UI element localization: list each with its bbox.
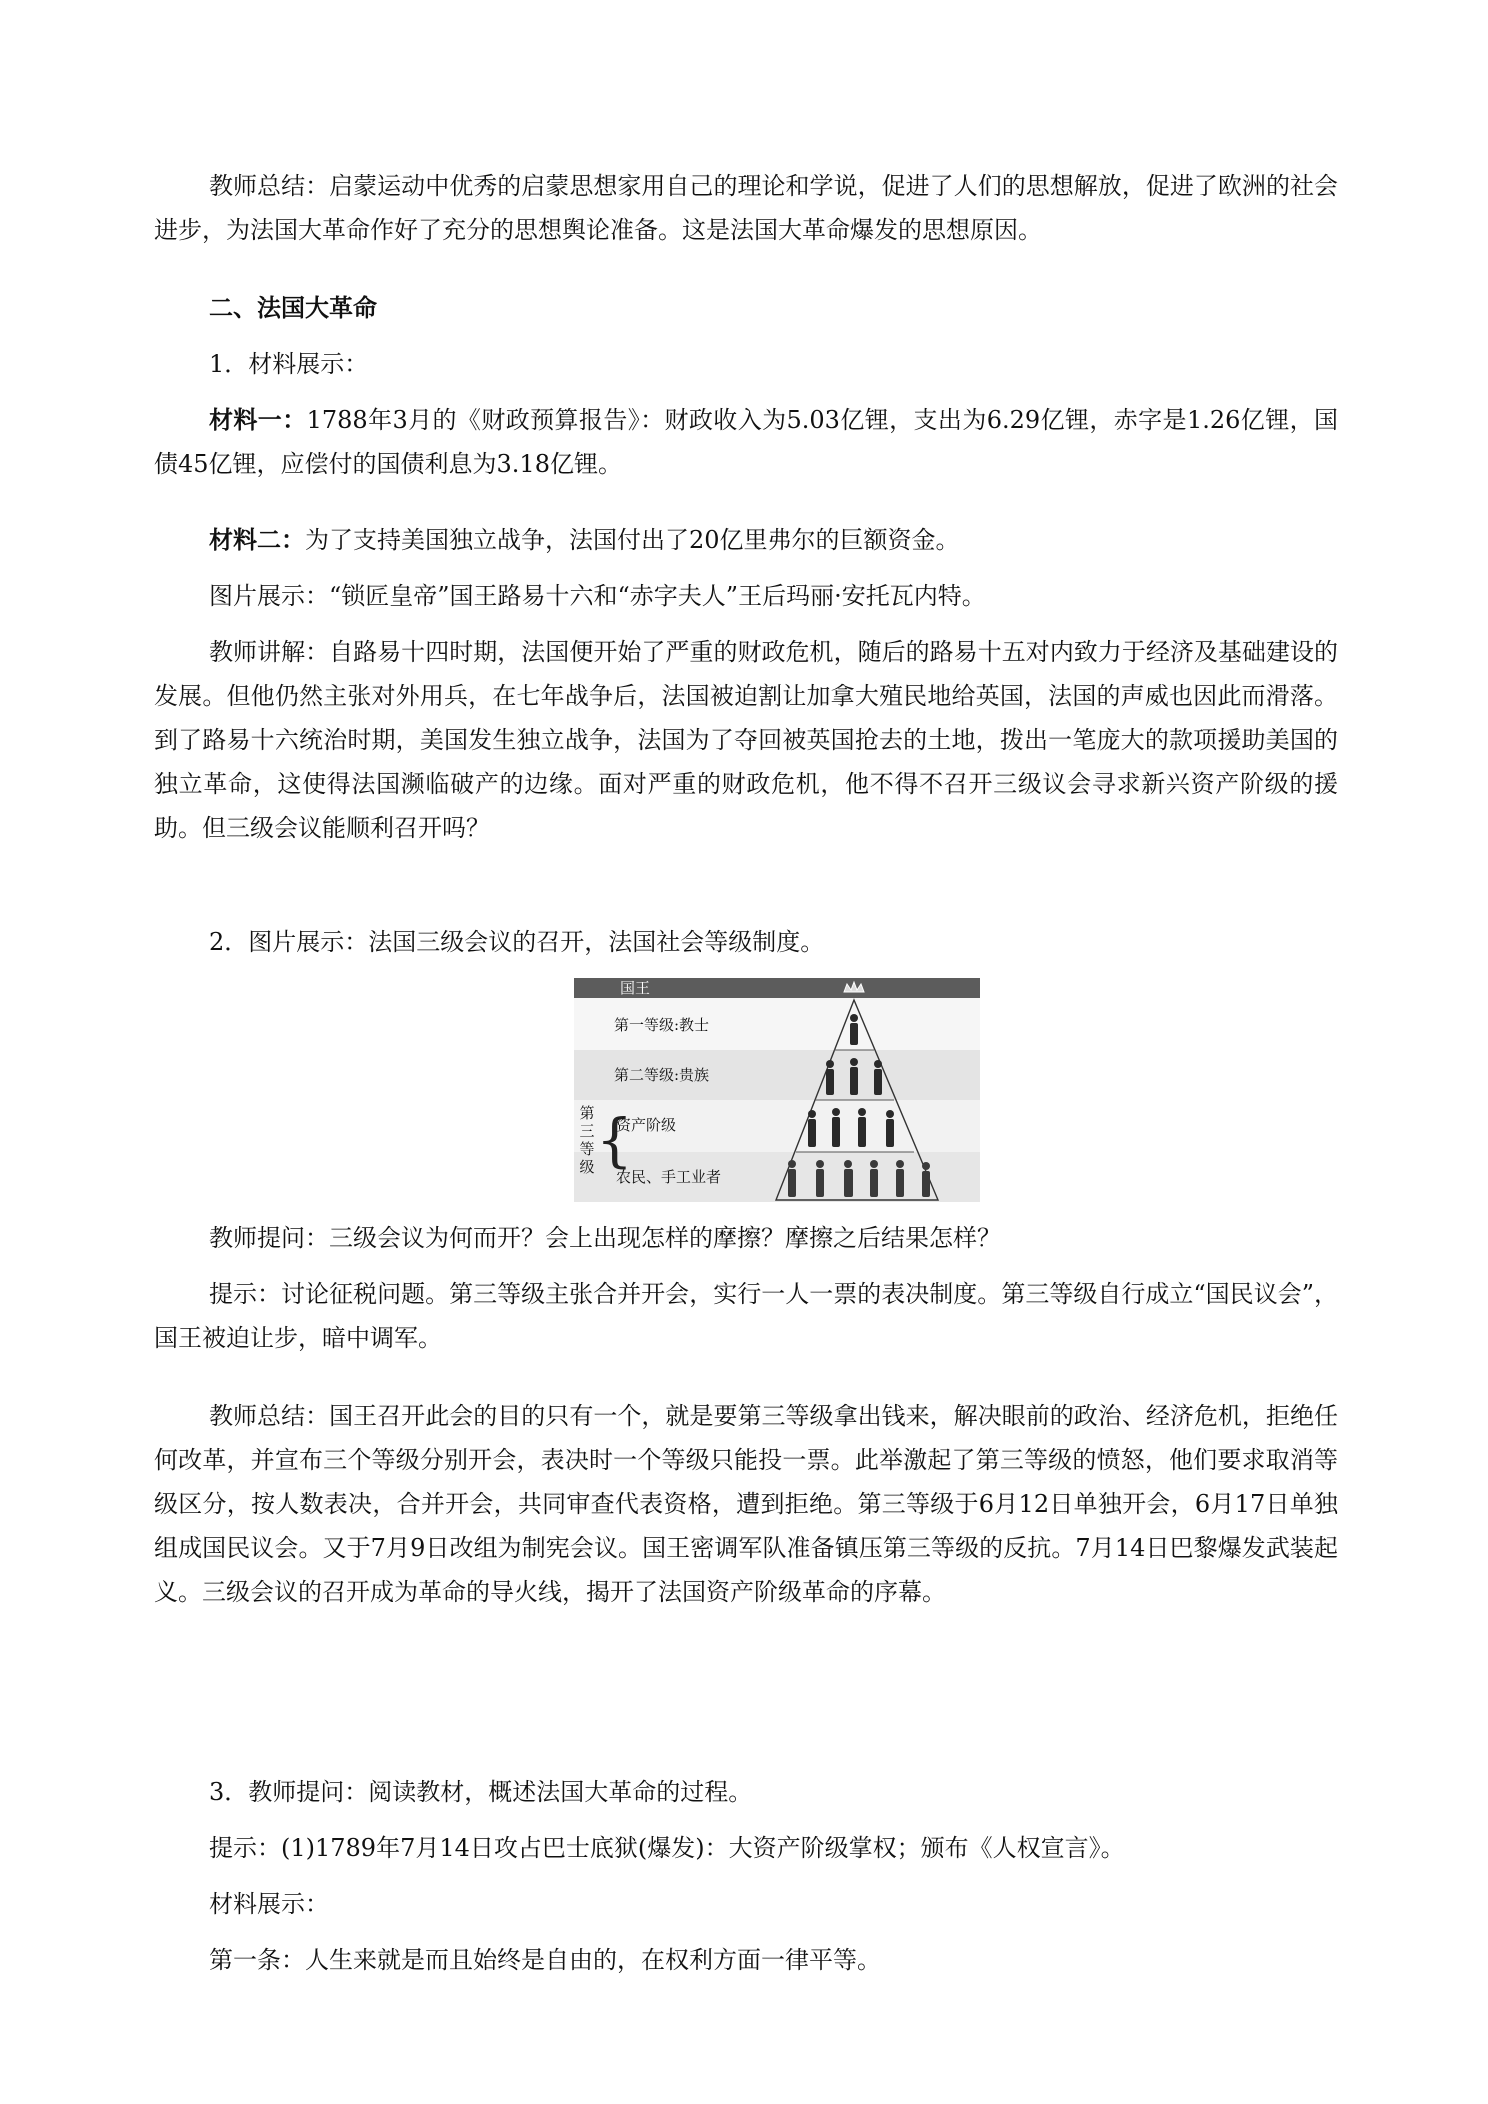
paragraph-material-display-2: 材料展示： — [209, 1890, 329, 1918]
crown-icon — [844, 982, 864, 992]
label-third-estate-vertical: 第三等级 — [579, 1104, 595, 1176]
paragraph-material-two — [154, 518, 1338, 562]
paragraph-material-one — [154, 398, 1338, 486]
nobility-figures — [826, 1058, 882, 1095]
label-second-estate: 第二等级:贵族 — [614, 1066, 710, 1084]
paragraph-teacher-summary-enlightenment: 教师总结：启蒙运动中优秀的启蒙思想家用自己的理论和学说，促进了人们的思想解放，促进了欧洲的社会进步，为法国大革命作好了充分的思想舆论准备。这是法国大革命爆发的思想原因。 — [154, 172, 1338, 244]
paragraph-teacher-question-process: 3．教师提问：阅读教材，概述法国大革命的过程。 — [209, 1778, 753, 1806]
social-estates-pyramid-figure — [574, 978, 980, 1202]
figure-header-king: 国王 — [620, 979, 651, 997]
label-bourgeoisie: 资产阶级 — [616, 1116, 677, 1134]
paragraph-picture-display-2: 2．图片展示：法国三级会议的召开，法国社会等级制度。 — [209, 928, 825, 956]
paragraph-picture-display: 图片展示：“锁匠皇帝”国王路易十六和“赤字夫人”王后玛丽·安托瓦内特。 — [209, 582, 986, 610]
paragraph-article-one: 第一条：人生来就是而且始终是自由的，在权利方面一律平等。 — [209, 1946, 881, 1974]
brace-icon: { — [596, 1106, 633, 1174]
paragraph-hint-taxation: 提示：讨论征税问题。第三等级主张合并开会，实行一人一票的表决制度。第三等级自行成立“国民议会”，国王被迫让步，暗中调军。 — [154, 1280, 1338, 1352]
peasant-figures — [788, 1160, 930, 1197]
section-heading-french-revolution: 二、法国大革命 — [209, 293, 377, 322]
paragraph-teacher-explanation: 教师讲解：自路易十四时期，法国便开始了严重的财政危机，随后的路易十五对内致力于经济及基础建设的发展。但他仍然主张对外用兵，在七年战争后，法国被迫割让加拿大殖民地给英国，法国的声威也因此而滑落。到了路易十六统治时期，美国发生独立战争，法国为了夺回被英国抢去的土地，拨出一笔庞大的款项援助美国的独立革命，这使得法国濒临破产的边缘。面对严重的财政危机，他不得不召开三级议会寻求新兴资产阶级的援助。但三级会议能顺利召开吗？ — [154, 638, 1338, 842]
material-two-label: 材料二： — [209, 525, 305, 554]
clergy-figures — [850, 1014, 858, 1045]
paragraph-material-display-1: 1．材料展示： — [209, 350, 369, 378]
paragraph-teacher-summary-estates: 教师总结：国王召开此会的目的只有一个，就是要第三等级拿出钱来，解决眼前的政治、经济危机，拒绝任何改革，并宣布三个等级分别开会，表决时一个等级只能投一票。此举激起了第三等级的愤怒，他们要求取消等级区分，按人数表决，合并开会，共同审查代表资格，遭到拒绝。第三等级于6月12日单独开会，6月17日单独组成国民议会。又于7月9日改组为制宪会议。国王密调军队准备镇压第三等级的反抗。7月14日巴黎爆发武装起义。三级会议的召开成为革命的导火线，揭开了法国资产阶级革命的序幕。 — [154, 1402, 1338, 1606]
paragraph-hint-bastille: 提示：(1)1789年7月14日攻占巴士底狱(爆发)：大资产阶级掌权；颁布《人权宣言》。 — [209, 1834, 1125, 1862]
label-peasants-artisans: 农民、手工业者 — [616, 1168, 722, 1186]
label-first-estate: 第一等级:教士 — [614, 1016, 710, 1034]
bourgeoisie-figures — [808, 1108, 894, 1147]
material-one-label: 材料一： — [209, 405, 307, 434]
material-one-text: 1788年3月的《财政预算报告》：财政收入为5.03亿锂，支出为6.29亿锂，赤字是1.26亿锂，国债45亿锂，应偿付的国债利息为3.18亿锂。 — [154, 406, 1338, 478]
material-two-text: 为了支持美国独立战争，法国付出了20亿里弗尔的巨额资金。 — [305, 526, 960, 554]
paragraph-teacher-question: 教师提问：三级会议为何而开？会上出现怎样的摩擦？摩擦之后结果怎样？ — [209, 1224, 1001, 1252]
